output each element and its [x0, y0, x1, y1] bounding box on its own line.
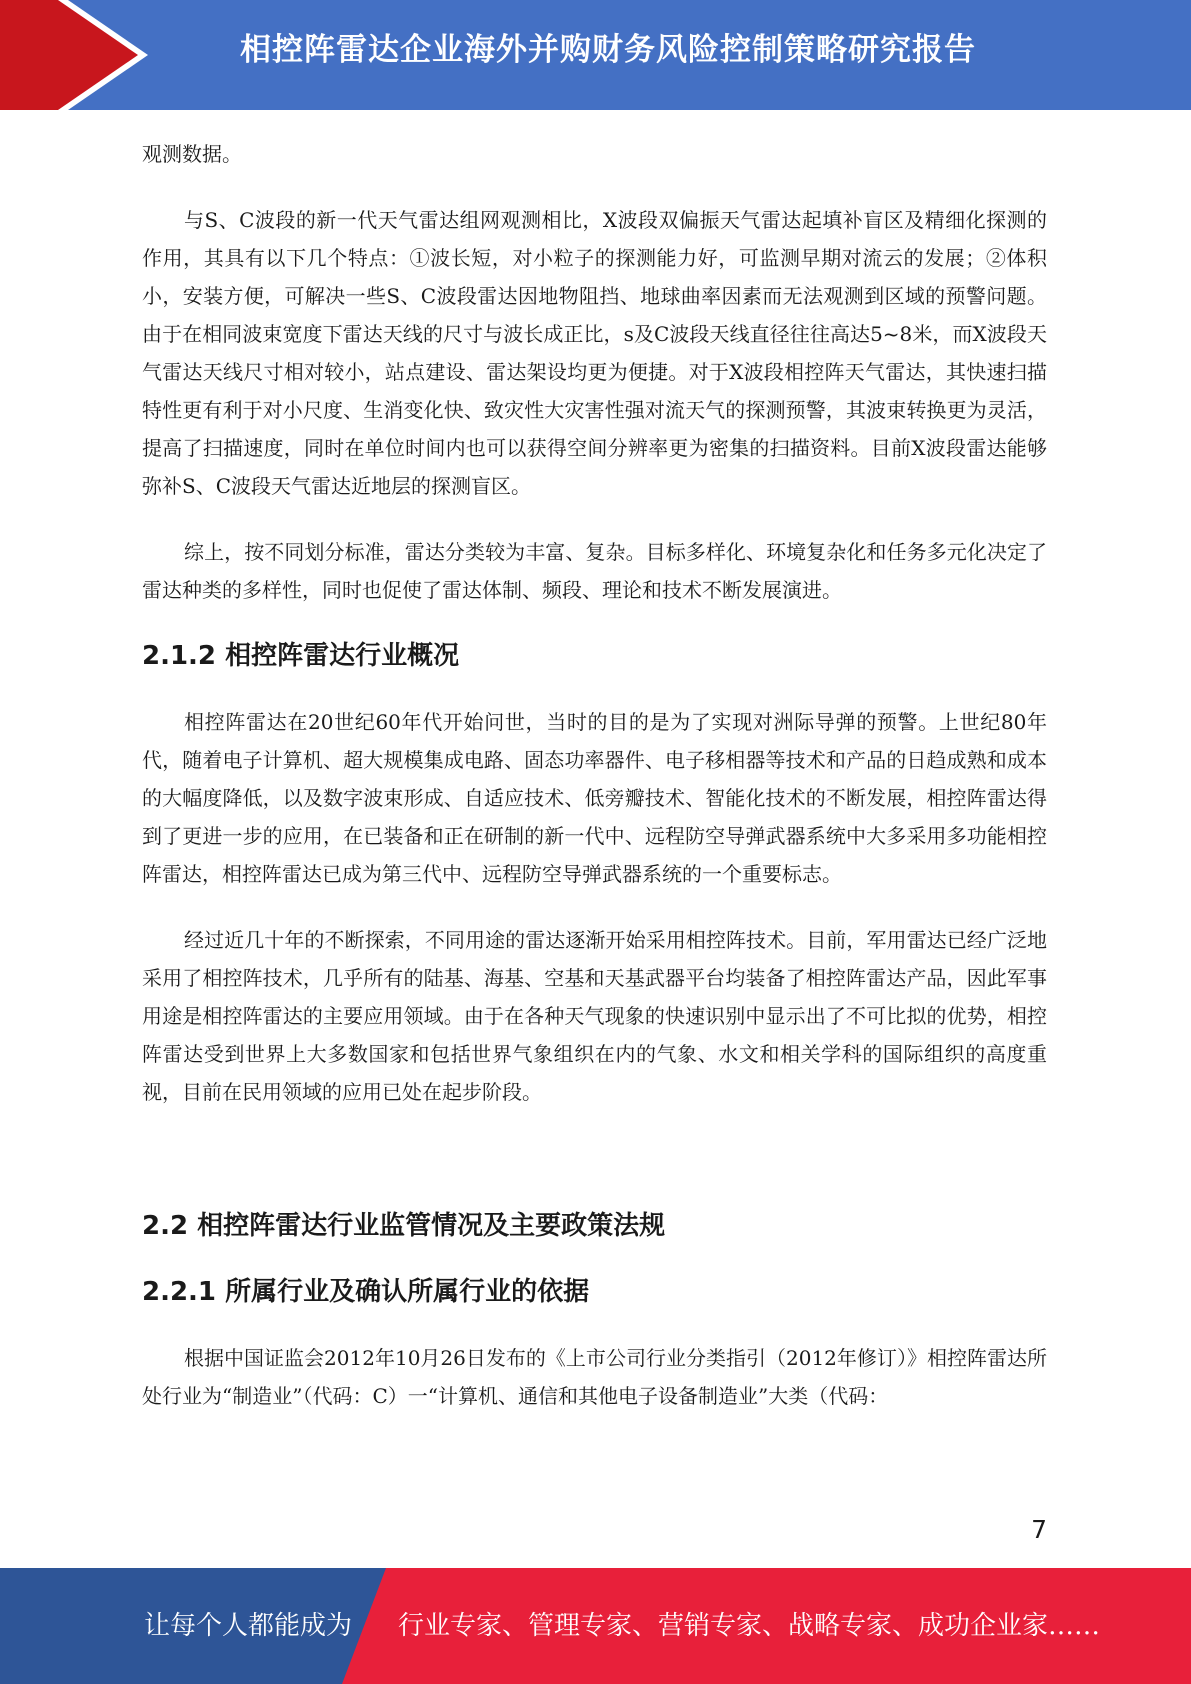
page-header — [0, 0, 1191, 110]
header-arrow-icon — [0, 0, 160, 110]
paragraph: 相控阵雷达在20世纪60年代开始问世，当时的目的是为了实现对洲际导弹的预警。上世纪80年代，随着电子计算机、超大规模集成电路、固态功率器件、电子移相器等技术和产品的日趋成熟和成本的大幅度降低，以及数字波束形成、自适应技术、低旁瓣技术、智能化技术的不断发展，相控阵雷达得到了更进一步的应用，在已装备和正在研制的新一代中、远程防空导弹武器系统中大多采用多功能相控阵雷达，相控阵雷达已成为第三代中、远程防空导弹武器系统的一个重要标志。 — [142, 710, 1047, 886]
footer-slogan-right: 行业专家、管理专家、营销专家、战略专家、成功企业家…… — [398, 1611, 1101, 1641]
footer-slogan-left: 让每个人都能成为 — [144, 1611, 353, 1641]
section-heading: 2.2.1 所属行业及确认所属行业的依据 — [142, 1277, 590, 1307]
paragraph: 经过近几十年的不断探索，不同用途的雷达逐渐开始采用相控阵技术。目前，军用雷达已经广泛地采用了相控阵技术，几乎所有的陆基、海基、空基和天基武器平台均装备了相控阵雷达产品，因此军事用途是相控阵雷达的主要应用领域。由于在各种天气现象的快速识别中显示出了不可比拟的优势，相控阵雷达受到世界上大多数国家和包括世界气象组织在内的气象、水文和相关学科的国际组织的高度重视，目前在民用领域的应用已处在起步阶段。 — [142, 928, 1047, 1104]
paragraph: 根据中国证监会2012年10月26日发布的《上市公司行业分类指引（2012年修订）》相控阵雷达所处行业为“制造业”（代码：C）一“计算机、通信和其他电子设备制造业”大类（代码： — [142, 1346, 1047, 1408]
report-title: 相控阵雷达企业海外并购财务风险控制策略研究报告 — [240, 32, 976, 68]
paragraph: 综上，按不同划分标准，雷达分类较为丰富、复杂。目标多样化、环境复杂化和任务多元化决定了雷达种类的多样性，同时也促使了雷达体制、频段、理论和技术不断发展演进。 — [142, 540, 1047, 602]
section-heading: 2.2 相控阵雷达行业监管情况及主要政策法规 — [142, 1211, 666, 1241]
paragraph: 观测数据。 — [142, 142, 242, 166]
page-number: 7 — [1031, 1515, 1047, 1544]
page-footer — [0, 1568, 1191, 1684]
page-body — [142, 135, 1047, 1415]
section-heading: 2.1.2 相控阵雷达行业概况 — [142, 641, 460, 671]
paragraph: 与S、C波段的新一代天气雷达组网观测相比，X波段双偏振天气雷达起填补盲区及精细化探测的作用，其具有以下几个特点：①波长短，对小粒子的探测能力好，可监测早期对流云的发展；②体积小，安装方便，可解决一些S、C波段雷达因地物阻挡、地球曲率因素而无法观测到区域的预警问题。由于在相同波束宽度下雷达天线的尺寸与波长成正比，s及C波段天线直径往往高达5~8米，而X波段天气雷达天线尺寸相对较小，站点建设、雷达架设均更为便捷。对于X波段相控阵天气雷达，其快速扫描特性更有利于对小尺度、生消变化快、致灾性大灾害性强对流天气的探测预警，其波束转换更为灵活，提高了扫描速度，同时在单位时间内也可以获得空间分辨率更为密集的扫描资料。目前X波段雷达能够弥补S、C波段天气雷达近地层的探测盲区。 — [142, 208, 1047, 498]
